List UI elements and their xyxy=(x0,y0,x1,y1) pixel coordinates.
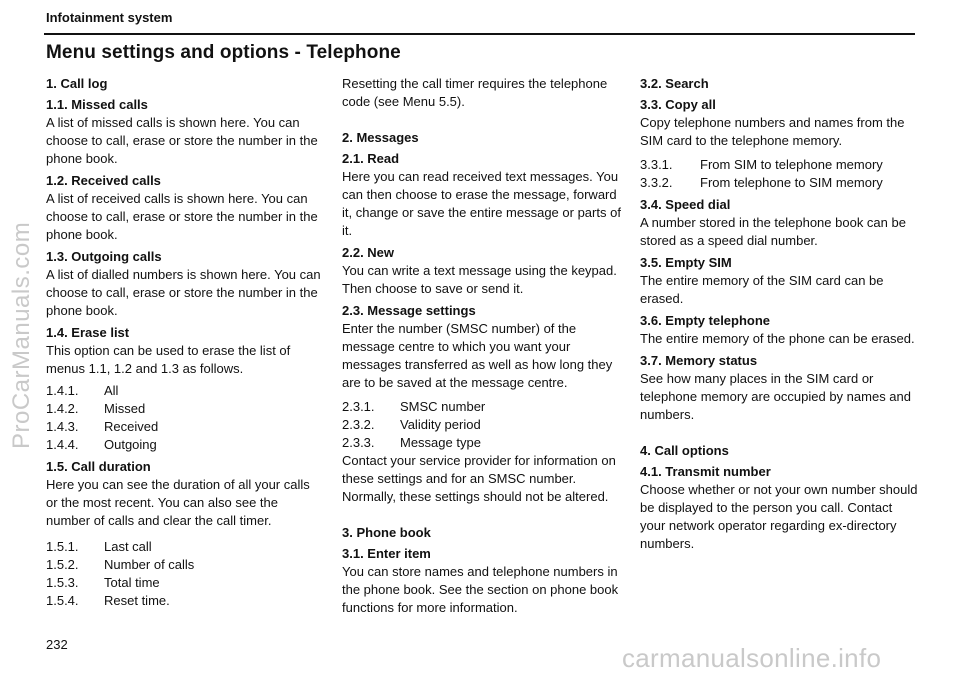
menu-1-5-text: Here you can see the duration of all your calls or the most recent. You can also see the number of calls and clear the call timer. xyxy=(46,477,310,528)
menu-1-5-list xyxy=(46,538,322,610)
list-item xyxy=(342,416,622,434)
column-1 xyxy=(46,75,322,614)
column-2 xyxy=(342,75,622,621)
item-label: From telephone to SIM memory xyxy=(700,175,883,190)
item-number: 1.4.3. xyxy=(46,419,79,434)
menu-4-heading: 4. Call options xyxy=(640,443,729,458)
item-number: 1.4.4. xyxy=(46,437,79,452)
menu-1-2-text: A list of received calls is shown here. You can choose to call, erase or store the number in the phone book. xyxy=(46,191,318,242)
menu-1-4-text: This option can be used to erase the list of menus 1.1, 1.2 and 1.3 as follows. xyxy=(46,343,291,376)
menu-2-heading: 2. Messages xyxy=(342,130,419,145)
list-item xyxy=(46,556,322,574)
menu-1-heading: 1. Call log xyxy=(46,76,108,91)
item-number: 1.5.2. xyxy=(46,557,79,572)
menu-2-3-contact-note: Contact your service provider for information on these settings and for an SMSC number. Normally, these settings should not be altered. xyxy=(342,453,616,504)
menu-4-1-heading: 4.1. Transmit number xyxy=(640,464,771,479)
menu-3-6-text: The entire memory of the phone can be erased. xyxy=(640,331,915,346)
menu-1-2-heading: 1.2. Received calls xyxy=(46,173,161,188)
item-label: Number of calls xyxy=(104,557,195,572)
page-number: 232 xyxy=(46,637,68,652)
item-label: Outgoing xyxy=(104,437,157,452)
menu-3-6-heading: 3.6. Empty telephone xyxy=(640,313,771,328)
menu-3-4-text: A number stored in the telephone book can be stored as a speed dial number. xyxy=(640,215,906,248)
menu-2-1-text: Here you can read received text messages. You can then choose to erase the message, forward it, change or save the entire message or parts of it. xyxy=(342,169,621,238)
menu-3-3-heading: 3.3. Copy all xyxy=(640,97,716,112)
item-label: Validity period xyxy=(400,417,481,432)
item-number: 3.3.2. xyxy=(640,175,673,190)
menu-3-1-heading: 3.1. Enter item xyxy=(342,546,431,561)
list-item xyxy=(46,592,322,610)
item-number: 3.3.1. xyxy=(640,157,673,172)
menu-4-1-text: Choose whether or not your own number should be displayed to the person you call. Contact your network operator regarding ex-directory numbers. xyxy=(640,482,918,551)
menu-2-3-text: Enter the number (SMSC number) of the message centre to which you want your messages transferred as well as how long they are to be saved at the message centre. xyxy=(342,321,613,390)
spacer xyxy=(342,510,622,524)
header-rule xyxy=(44,33,915,35)
reset-timer-note: Resetting the call timer requires the telephone code (see Menu 5.5). xyxy=(342,76,608,109)
list-item xyxy=(46,538,322,556)
menu-2-3-list xyxy=(342,398,622,452)
item-label: From SIM to telephone memory xyxy=(700,157,883,172)
list-item xyxy=(640,174,918,192)
menu-1-3-text: A list of dialled numbers is shown here. You can choose to call, erase or store the number in the phone book. xyxy=(46,267,321,318)
menu-3-4-heading: 3.4. Speed dial xyxy=(640,197,731,212)
list-item xyxy=(640,156,918,174)
item-number: 1.5.4. xyxy=(46,593,79,608)
menu-3-heading: 3. Phone book xyxy=(342,525,431,540)
list-item xyxy=(46,418,322,436)
list-item xyxy=(342,398,622,416)
menu-3-5-text: The entire memory of the SIM card can be erased. xyxy=(640,273,884,306)
menu-1-1-text: A list of missed calls is shown here. You can choose to call, erase or store the number in the phone book. xyxy=(46,115,318,166)
menu-3-5-heading: 3.5. Empty SIM xyxy=(640,255,732,270)
menu-1-4-list xyxy=(46,382,322,454)
item-label: Missed xyxy=(104,401,146,416)
item-number: 1.5.1. xyxy=(46,539,79,554)
menu-1-3-heading: 1.3. Outgoing calls xyxy=(46,249,162,264)
item-number: 2.3.3. xyxy=(342,435,375,450)
item-label: Received xyxy=(104,419,159,434)
side-watermark: ProCarManuals.com xyxy=(8,221,35,449)
menu-2-1-heading: 2.1. Read xyxy=(342,151,400,166)
item-number: 2.3.2. xyxy=(342,417,375,432)
bottom-watermark: carmanualsonline.info xyxy=(622,643,882,673)
page-title: Menu settings and options - Telephone xyxy=(46,42,401,63)
spacer xyxy=(640,428,918,442)
list-item xyxy=(46,574,322,592)
list-item xyxy=(46,400,322,418)
item-number: 1.4.1. xyxy=(46,383,79,398)
menu-3-2-heading: 3.2. Search xyxy=(640,76,709,91)
spacer xyxy=(342,115,622,129)
menu-3-3-text: Copy telephone numbers and names from the SIM card to the telephone memory. xyxy=(640,115,905,148)
list-item xyxy=(46,436,322,454)
menu-1-4-heading: 1.4. Erase list xyxy=(46,325,130,340)
item-label: All xyxy=(104,383,119,398)
menu-3-1-text: You can store names and telephone numbers in the phone book. See the section on phone book functions for more information. xyxy=(342,564,619,615)
list-item xyxy=(46,382,322,400)
menu-3-7-text: See how many places in the SIM card or telephone memory are occupied by names and numbers. xyxy=(640,371,911,422)
item-label: Last call xyxy=(104,539,152,554)
list-item xyxy=(342,434,622,452)
menu-3-7-heading: 3.7. Memory status xyxy=(640,353,758,368)
item-number: 1.4.2. xyxy=(46,401,79,416)
section-label: Infotainment system xyxy=(46,10,173,25)
item-label: Message type xyxy=(400,435,481,450)
item-number: 2.3.1. xyxy=(342,399,375,414)
column-3 xyxy=(640,75,918,557)
item-label: Total time xyxy=(104,575,160,590)
item-label: Reset time. xyxy=(104,593,170,608)
menu-2-2-text: You can write a text message using the keypad. Then choose to save or send it. xyxy=(342,263,617,296)
menu-1-1-heading: 1.1. Missed calls xyxy=(46,97,148,112)
menu-3-3-list xyxy=(640,156,918,192)
item-label: SMSC number xyxy=(400,399,486,414)
menu-2-3-heading: 2.3. Message settings xyxy=(342,303,476,318)
menu-2-2-heading: 2.2. New xyxy=(342,245,395,260)
menu-1-5-heading: 1.5. Call duration xyxy=(46,459,151,474)
item-number: 1.5.3. xyxy=(46,575,79,590)
